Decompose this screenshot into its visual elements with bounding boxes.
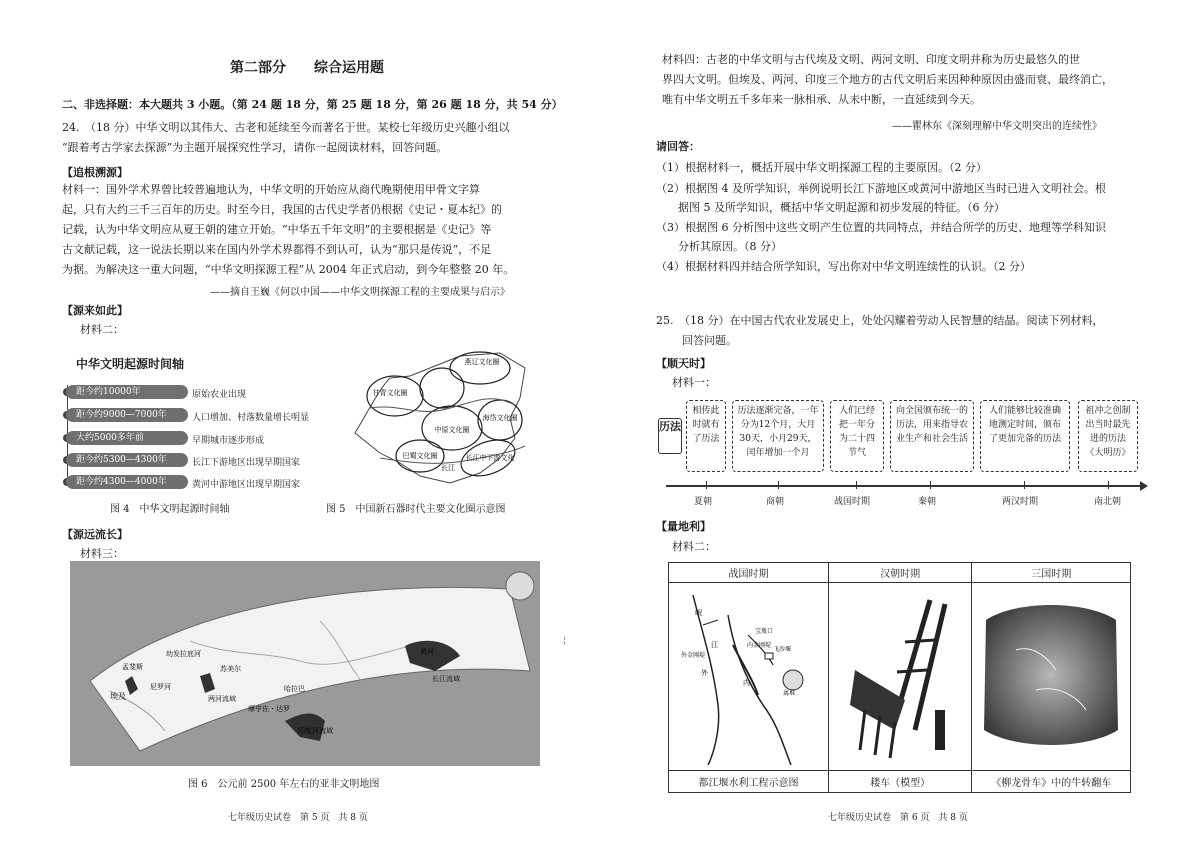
q25-line1: 25. （18 分）在中国古代农业发展史上，处处闪耀着劳动人民智慧的结晶。阅读下列材料，: [656, 314, 1104, 327]
material-two-label: 材料二：: [80, 323, 124, 336]
era-axis-arrow: [1140, 481, 1148, 491]
fold-mark: ¦: [563, 636, 567, 646]
map-label: 长江: [441, 464, 455, 472]
era-tick: [778, 481, 779, 489]
question-line: 据图 5 及所学知识，概括中华文明起源和初步发展的特征。（6 分）: [656, 201, 1005, 214]
fig6-caption: 图 6 公元前 2500 年左右的亚非文明地图: [188, 779, 380, 790]
map-label: 埃及: [110, 692, 126, 701]
ox-waterwheel-cell: [972, 583, 1131, 771]
calendar-box: 向全国颁布统一的历法，用来指导农业生产和社会生活: [890, 400, 974, 472]
map-label: 长江中下游文化: [465, 454, 515, 462]
material-one: [62, 180, 552, 280]
page-footer: 七年级历史试卷 第 6 页 共 8 页: [828, 813, 968, 823]
seed-drill-image: [835, 590, 965, 760]
diagram-label: 离堆: [783, 690, 796, 697]
timeline-title: 中华文明起源时间轴: [76, 357, 185, 371]
section-title-yuanyuan: 【源远流长】: [62, 528, 128, 541]
timeline-date: 距今约5300—4300年: [66, 453, 188, 467]
question-line: （3）根据图 6 分析图中这些文明产生位置的共同特点，并结合所学的历史、地理等学科知识: [656, 221, 1106, 234]
material-four-source: ——瞿林东《深刻理解中华文明突出的连续性》: [892, 121, 1102, 132]
timeline-event: 原始农业出现: [192, 390, 247, 400]
question-line: （2）根据图 4 及所学知识，举例说明长江下游地区或黄河中游地区当时已进入文明社会。根: [656, 182, 1106, 195]
material-one-line: 材料一：国外学术界曾比较普遍地认为，中华文明的开始应从商代晚期使用甲骨文字算: [62, 183, 480, 196]
ask-label: 请回答：: [656, 140, 700, 153]
era-tick: [1108, 481, 1109, 489]
map-label: 巴蜀文化圈: [402, 452, 438, 460]
map-label: 哈拉巴: [284, 685, 305, 693]
material-one-line: 为据。为解决这一重大问题，“中华文明探源工程”从 2004 年正式启动，到今年整整 20 年。: [62, 263, 515, 276]
map-label: 幼发拉底河: [166, 650, 201, 658]
era-tick: [856, 481, 857, 489]
timeline-date: 距今约4300—4000年: [66, 475, 188, 489]
era-label: 夏朝: [694, 497, 713, 507]
era-label: 秦朝: [918, 497, 937, 507]
diagram-label: 内金刚堤: [747, 642, 772, 649]
timeline-event: 黄河中游地区出现早期国家: [192, 480, 301, 490]
question-line: （4）根据材料四并结合所学知识，写出你对中华文明连续性的认识。（2 分）: [656, 260, 1031, 273]
map-label: 燕辽文化圈: [464, 358, 500, 366]
seed-drill-cell: [828, 583, 971, 771]
material-one-line: 起，只有大约三千三百年的历史。时至今日，我国的古代史学者仍根据《史记・夏本纪》的: [62, 203, 502, 216]
table-header: 战国时期: [669, 563, 829, 583]
calendar-box: 祖冲之创制出当时最先进的历法《大明历》: [1078, 400, 1138, 472]
q25-line2: 回答问题。: [682, 334, 737, 347]
part-title: 第二部分 综合运用题: [230, 60, 384, 76]
diagram-label: 外金刚堤: [681, 652, 706, 659]
material-one-label: 材料一：: [672, 376, 716, 389]
diagram-label: 岷: [695, 609, 703, 617]
era-label: 战国时期: [834, 497, 871, 507]
map-label: 海岱文化圈: [482, 414, 518, 422]
map-label: 黄河: [420, 648, 434, 656]
material-four-line: 界四大文明。但埃及、两河、印度三个地方的古代文明后来因种种原因由盛而衰、最终消亡，: [662, 73, 1113, 86]
question-line: 分析其原因。（8 分）: [656, 240, 782, 253]
diagram-label: 宝瓶口: [755, 628, 774, 635]
timeline-date: 大约5000多年前: [66, 431, 188, 445]
material-one-source: ——摘自王巍《何以中国——中华文明探源工程的主要成果与启示》: [210, 287, 510, 298]
afro-asian-civilization-map: [70, 561, 540, 766]
map-label: 尼罗河: [150, 683, 171, 691]
map-label: 两河流域: [208, 695, 236, 703]
era-label: 两汉时期: [1002, 497, 1039, 507]
material-four-line: 唯有中华文明五千多年来一脉相承、从未中断，一直延续到今天。: [662, 93, 981, 106]
table-caption: 《柳龙骨车》中的牛转翻车: [972, 771, 1131, 793]
q24-line2: “跟着考古学家去探源”为主题开展探究性学习，请你一起阅读材料，回答问题。: [62, 141, 448, 154]
material-three-label: 材料三：: [80, 547, 124, 560]
page-footer: 七年级历史试卷 第 5 页 共 8 页: [228, 813, 368, 823]
ox-waterwheel-image: [976, 590, 1126, 760]
section-title-yuanlai: 【源来如此】: [62, 304, 128, 317]
material-four: [662, 50, 1192, 110]
section-title-liangdili: 【量地利】: [656, 520, 711, 533]
diagram-label: 外: [701, 669, 709, 677]
calendar-box: 人们已经把一年分为二十四节气: [830, 400, 884, 472]
fig5-caption: 图 5 中国新石器时代主要文化圈示意图: [326, 504, 506, 515]
era-label: 南北朝: [1094, 497, 1122, 507]
material-one-line: 古文献记载，这一说法长期以来在国内外学术界都得不到认可，认为“那只是传说”，不足: [62, 243, 492, 256]
timeline-date: 距今约9000—7000年: [66, 408, 188, 422]
culture-circle-map: [350, 348, 540, 488]
material-four-line: 材料四：古老的中华文明与古代埃及文明、两河文明、印度文明并称为历史最悠久的世: [662, 53, 1080, 66]
timeline-date: 距今约10000年: [66, 385, 188, 399]
agri-tools-table: [668, 562, 1131, 793]
calendar-label: 历法: [658, 418, 682, 454]
material-one-line: 记载，认为中华文明应从夏王朝的建立开始。“中华五千年文明”的主要根据是《史记》等: [62, 223, 492, 236]
calendar-box: 人们能够比较准确地测定时间，颁布了更加完备的历法: [980, 400, 1070, 472]
q24-line1: 24. （18 分）中华文明以其伟大、古老和延续至今而著名于世。某校七年级历史兴趣小组以: [62, 121, 510, 134]
question-line: （1）根据材料一，概括开展中华文明探源工程的主要原因。（2 分）: [656, 161, 987, 174]
diagram-label: 飞沙堰: [773, 646, 792, 653]
map-label: 孟斐斯: [122, 663, 143, 671]
map-label: 中原文化圈: [434, 426, 470, 434]
material-two-label: 材料二：: [672, 540, 716, 553]
map-label: 印度河流域: [298, 727, 333, 735]
table-caption: 耧车（模型）: [828, 771, 971, 793]
table-header: 三国时期: [972, 563, 1131, 583]
era-tick: [1024, 481, 1025, 489]
map-label: 甘青文化圈: [372, 389, 408, 397]
era-tick: [930, 481, 931, 489]
map-label: 苏美尔: [220, 665, 241, 673]
map-label: 摩亨佐・达罗: [248, 705, 290, 713]
fig4-caption: 图 4 中华文明起源时间轴: [110, 504, 230, 515]
section-title-shuntianshi: 【顺天时】: [656, 357, 711, 370]
era-tick: [706, 481, 707, 489]
section-header: 二、非选择题：本大题共 3 小题。（第 24 题 18 分，第 25 题 18 分，第 26 题 18 分，共 54 分）: [62, 98, 563, 111]
timeline-event: 长江下游地区出现早期国家: [192, 458, 301, 468]
table-header: 汉朝时期: [828, 563, 971, 583]
map-label: 长江流域: [432, 675, 460, 683]
dujiangyan-cell: [669, 583, 829, 771]
timeline-event: 早期城市逐步形成: [192, 436, 265, 446]
diagram-label: 江: [711, 641, 719, 649]
calendar-box: 历法逐渐完备，一年分为12个月，大月30天，小月29天，闰年增加一个月: [732, 400, 824, 472]
dujiangyan-diagram: [673, 585, 823, 765]
era-axis: [666, 485, 1142, 487]
diagram-label: 内: [743, 679, 751, 687]
era-label: 商朝: [766, 497, 785, 507]
section-title-zhuigen: 【追根溯源】: [62, 166, 128, 179]
timeline-event: 人口增加、村落数量增长明显: [192, 413, 310, 423]
calendar-box: 相传此时就有了历法: [686, 400, 726, 472]
table-caption: 都江堰水利工程示意图: [669, 771, 829, 793]
